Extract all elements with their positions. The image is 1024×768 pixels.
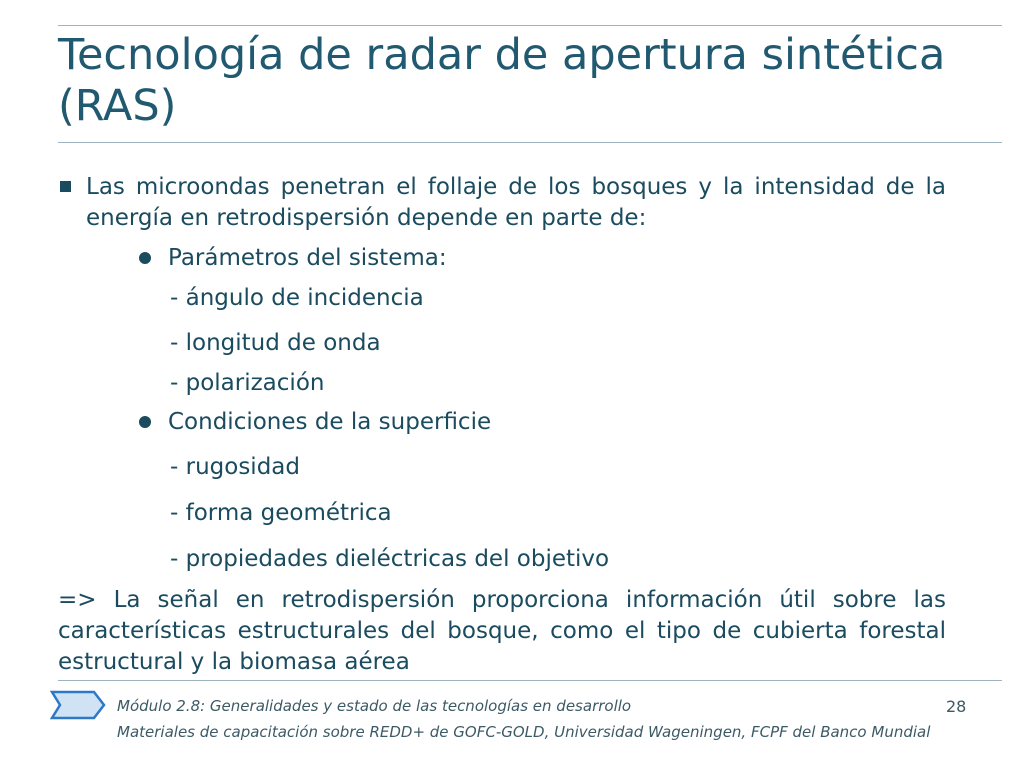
page-number: 28 — [946, 697, 967, 716]
title-underline — [58, 142, 1002, 143]
conclusion-paragraph: => La señal en retrodispersión proporciona información útil sobre las características estructurales del bosque, como el tipo de cubierta forestal estructural y la biomasa aérea — [58, 587, 946, 675]
footer-rule — [58, 680, 1002, 681]
group-label-surface-conditions: Condiciones de la superficie — [168, 409, 492, 435]
bullet-dot-icon — [139, 252, 151, 264]
bullet-dot-icon — [139, 416, 151, 428]
chevron-arrow-icon — [50, 690, 106, 720]
list-item: - propiedades dieléctricas del objetivo — [170, 546, 610, 572]
footer-module: Módulo 2.8: Generalidades y estado de las tecnologías en desarrollo — [117, 697, 632, 715]
footer-source: Materiales de capacitación sobre REDD+ de GOFC-GOLD, Universidad Wageningen, FCPF del Banco Mundial — [117, 723, 931, 741]
intro-paragraph: Las microondas penetran el follaje de los bosques y la intensidad de la energía en retrodispersión depende en parte de: — [86, 174, 946, 231]
list-item: - longitud de onda — [170, 330, 381, 356]
list-item: - ángulo de incidencia — [170, 285, 424, 311]
slide-title: Tecnología de radar de apertura sintética (RAS) — [58, 30, 946, 131]
square-bullet-icon — [60, 181, 71, 192]
list-item: - forma geométrica — [170, 500, 392, 526]
group-label-system-parameters: Parámetros del sistema: — [168, 245, 447, 271]
list-item: - rugosidad — [170, 454, 300, 480]
top-rule — [58, 25, 1002, 26]
list-item: - polarización — [170, 370, 325, 396]
